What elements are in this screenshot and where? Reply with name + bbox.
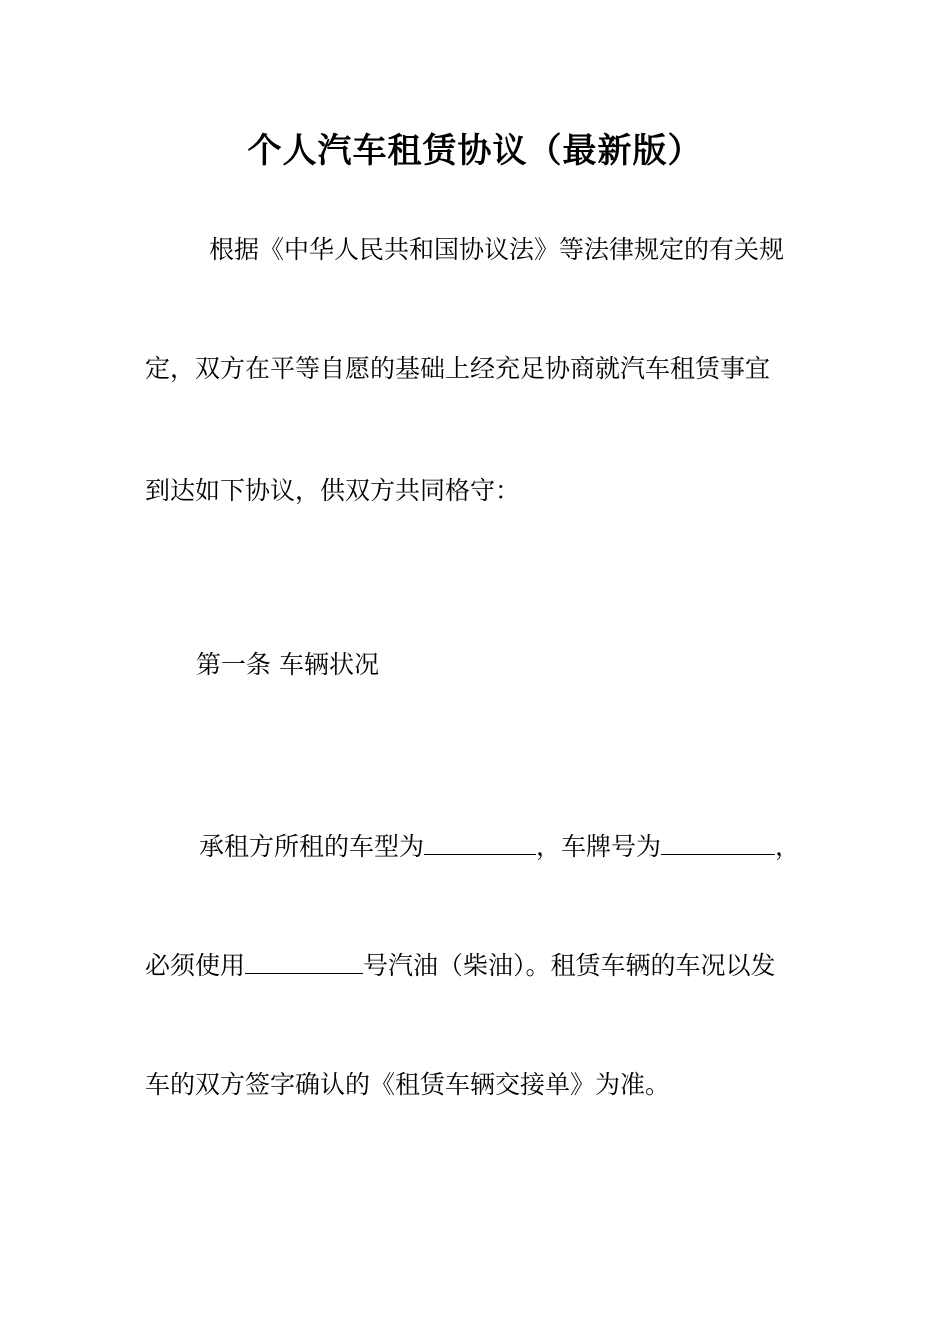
fuel-rest-text: 号汽油（柴油）。租赁车辆的车况以发 (363, 951, 776, 980)
document-title: 个人汽车租赁协议（最新版） (247, 131, 703, 171)
vehicle-model-line (199, 830, 800, 864)
intro-line-1: 根据《中华人民共和国协议法》等法律规定的有关规 (209, 235, 785, 264)
fuel-type-line (145, 949, 776, 983)
intro-line-3: 到达如下协议，供双方共同格守： (145, 476, 521, 505)
fuel-grade-blank (245, 949, 363, 974)
vehicle-model-blank (424, 830, 536, 855)
plate-number-blank (661, 830, 775, 855)
fuel-label: 必须使用 (145, 951, 246, 980)
comma: ， (775, 832, 801, 861)
article-1-heading: 第一条 车辆状况 (196, 650, 379, 679)
vehicle-model-label: 承租方所租的车型为 (199, 832, 425, 861)
plate-number-label: ，车牌号为 (536, 832, 662, 861)
intro-line-2: 定，双方在平等自愿的基础上经充足协商就汽车租赁事宜 (145, 354, 771, 383)
handover-line: 车的双方签字确认的《租赁车辆交接单》为准。 (145, 1070, 671, 1099)
